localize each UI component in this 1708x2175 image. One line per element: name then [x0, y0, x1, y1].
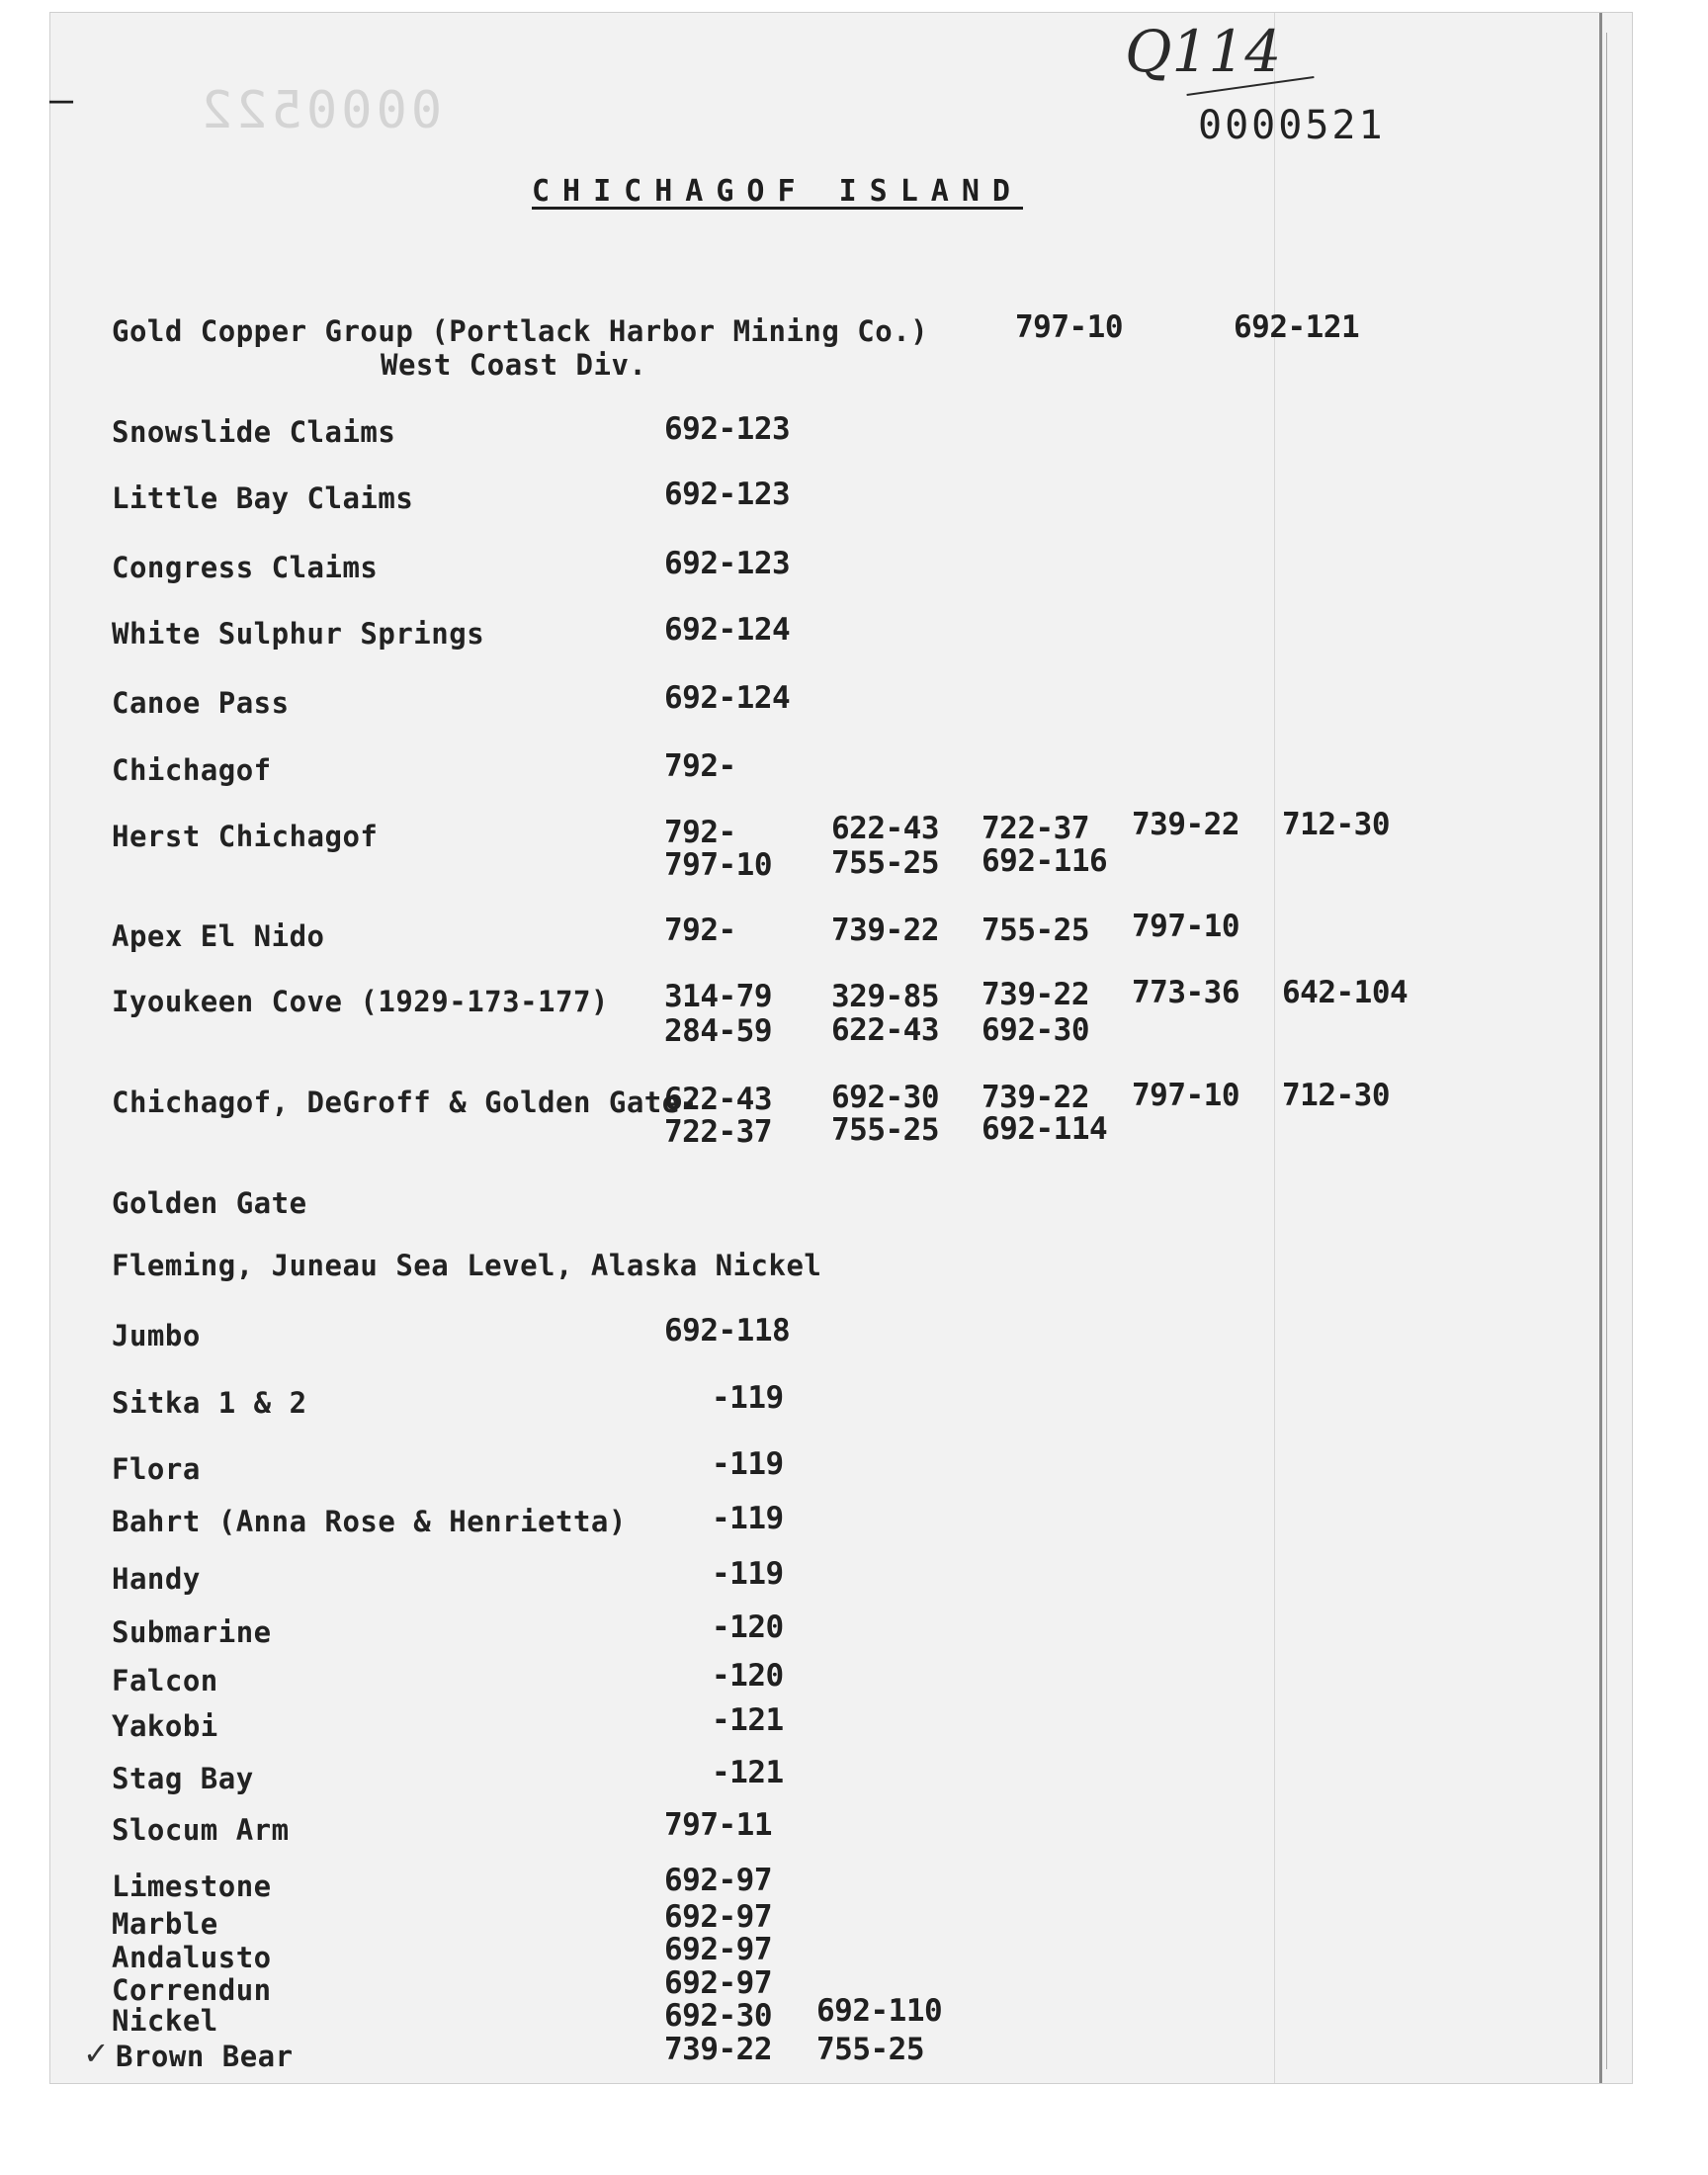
- stamp-number: 0000521: [1198, 103, 1386, 148]
- entry-ref: 712-30: [1282, 1078, 1390, 1113]
- entry-name: Jumbo: [112, 1319, 201, 1352]
- entry-ref: 692-123: [664, 411, 791, 447]
- entry-ref: -119: [712, 1556, 784, 1592]
- entry-ref: -121: [712, 1755, 784, 1790]
- entry-ref: 692-123: [664, 546, 791, 581]
- entry-ref: 755-25: [816, 2032, 924, 2067]
- page-binding-line: [1599, 13, 1602, 2083]
- entry-name: Nickel: [112, 2004, 218, 2038]
- entry-ref: 797-10: [664, 847, 772, 883]
- entry-ref: 797-10: [1132, 1078, 1239, 1113]
- entry-name: Fleming, Juneau Sea Level, Alaska Nickel: [112, 1249, 822, 1282]
- entry-ref: 329-85: [831, 979, 939, 1014]
- entry-ref: 622-43: [831, 811, 939, 846]
- entry-ref: 739-22: [982, 977, 1089, 1012]
- entry-ref: 712-30: [1282, 807, 1390, 842]
- entry-name: Andalusto: [112, 1941, 272, 1974]
- entry-name: White Sulphur Springs: [112, 617, 485, 651]
- entry-name: Iyoukeen Cove (1929-173-177): [112, 985, 609, 1018]
- entry-ref: -120: [712, 1658, 784, 1694]
- entry-name: Canoe Pass: [112, 686, 290, 720]
- entry-name: Golden Gate: [112, 1186, 307, 1220]
- entry-ref: 739-22: [982, 1080, 1089, 1115]
- entry-ref: 692-97: [664, 1932, 772, 1967]
- entry-ref: 797-11: [664, 1807, 772, 1843]
- entry-ref: 314-79: [664, 979, 772, 1014]
- entry-subtitle: West Coast Div.: [381, 348, 647, 382]
- entry-ref: 739-22: [1132, 807, 1239, 842]
- entry-name: Little Bay Claims: [112, 481, 414, 515]
- entry-ref: -120: [712, 1610, 784, 1645]
- entry-ref: -119: [712, 1380, 784, 1416]
- entry-ref: 692-110: [816, 1993, 943, 2029]
- page-title: CHICHAGOF ISLAND: [532, 174, 1023, 209]
- entry-name: Submarine: [112, 1615, 272, 1649]
- check-mark-icon: ✓: [83, 2035, 110, 2072]
- entry-name: Sitka 1 & 2: [112, 1386, 307, 1420]
- entry-ref: 722-37: [982, 811, 1089, 846]
- entry-ref: -121: [712, 1702, 784, 1738]
- entry-name: Herst Chichagof: [112, 820, 379, 853]
- entry-ref: 692-97: [664, 1899, 772, 1935]
- entry-name: Handy: [112, 1562, 201, 1596]
- entry-ref: 692-121: [1234, 309, 1360, 345]
- entry-ref: -119: [712, 1501, 784, 1536]
- entry-name: Yakobi: [112, 1709, 218, 1743]
- margin-mark: —: [49, 77, 74, 123]
- entry-ref: 739-22: [664, 2032, 772, 2067]
- entry-name: Bahrt (Anna Rose & Henrietta): [112, 1505, 627, 1538]
- entry-ref: 692-118: [664, 1313, 791, 1348]
- entry-ref: 622-43: [831, 1012, 939, 1048]
- entry-ref: 755-25: [831, 845, 939, 881]
- entry-name: Gold Copper Group (Portlack Harbor Mining Co.): [112, 314, 929, 348]
- entry-ref: 284-59: [664, 1013, 772, 1049]
- entry-name: Slocum Arm: [112, 1813, 290, 1847]
- ghost-stamp-number: 0000522: [198, 81, 443, 140]
- entry-ref: 692-30: [982, 1012, 1089, 1048]
- entry-ref: 755-25: [831, 1112, 939, 1148]
- entry-ref: 692-114: [982, 1111, 1108, 1147]
- entry-name: Chichagof, DeGroff & Golden Gate-: [112, 1086, 698, 1119]
- entry-ref: 642-104: [1282, 975, 1409, 1010]
- entry-name: Flora: [112, 1452, 201, 1486]
- entry-ref: 797-10: [1132, 909, 1239, 944]
- entry-ref: 792-: [664, 815, 736, 850]
- entry-name: Limestone: [112, 1870, 272, 1903]
- entry-name: Chichagof: [112, 753, 272, 787]
- entry-ref: 792-: [664, 748, 736, 784]
- entry-ref: 692-123: [664, 477, 791, 512]
- entry-ref: 692-97: [664, 1965, 772, 2001]
- entry-ref: 692-30: [664, 1998, 772, 2034]
- handwritten-number: Q114: [1125, 18, 1282, 85]
- entry-ref: 755-25: [982, 913, 1089, 948]
- entry-ref: 692-124: [664, 612, 791, 648]
- entry-name: Congress Claims: [112, 551, 379, 584]
- entry-ref: 797-10: [1015, 309, 1123, 345]
- entry-ref: 773-36: [1132, 975, 1239, 1010]
- entry-name: Marble: [112, 1907, 218, 1941]
- entry-ref: 692-124: [664, 680, 791, 716]
- entry-name: Brown Bear: [116, 2040, 294, 2073]
- entry-ref: 692-30: [831, 1080, 939, 1115]
- entry-ref: 622-43: [664, 1082, 772, 1117]
- entry-ref: 739-22: [831, 913, 939, 948]
- entry-ref: 722-37: [664, 1114, 772, 1150]
- page-binding-line-inner: [1606, 33, 1607, 2069]
- entry-name: Snowslide Claims: [112, 415, 396, 449]
- entry-ref: 692-116: [982, 843, 1108, 879]
- entry-name: Correndun: [112, 1973, 272, 2007]
- entry-name: Stag Bay: [112, 1762, 254, 1795]
- entry-name: Apex El Nido: [112, 919, 325, 953]
- entry-name: Falcon: [112, 1664, 218, 1697]
- entry-ref: -119: [712, 1446, 784, 1482]
- entry-ref: 692-97: [664, 1863, 772, 1898]
- entry-ref: 792-: [664, 913, 736, 948]
